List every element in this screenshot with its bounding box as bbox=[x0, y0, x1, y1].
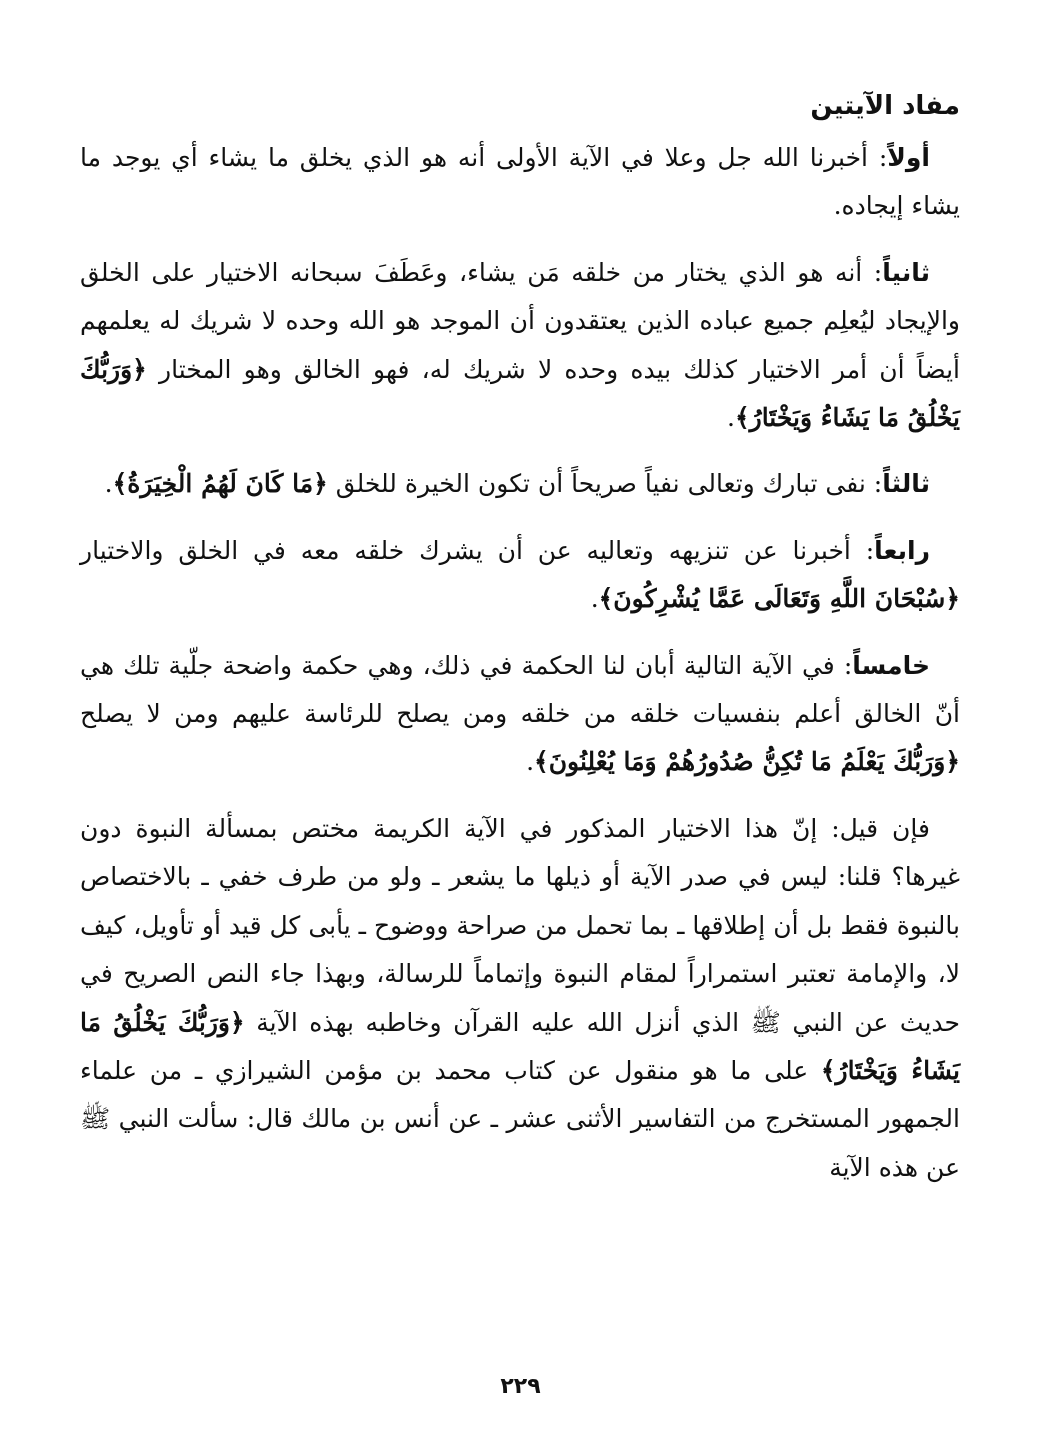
quran-verse: ﴿وَرَبُّكَ يَخْلُقُ مَا يَشَاءُ وَيَخْتَارُ﴾ bbox=[80, 1007, 961, 1085]
paragraph-4 bbox=[80, 527, 960, 624]
page-body bbox=[80, 82, 960, 1210]
page-number: ٢٢٩ bbox=[500, 1374, 541, 1399]
quran-verse: ﴿سُبْحَانَ اللَّهِ وَتَعَالَى عَمَّا يُشْرِكُونَ﴾ bbox=[598, 584, 960, 614]
paragraph-text: . bbox=[727, 403, 735, 433]
paragraph-text: : نفى تبارك وتعالى نفياً صريحاً أن تكون الخيرة للخلق bbox=[327, 469, 883, 499]
section-title: مفاد الآيتين bbox=[810, 91, 960, 121]
paragraph-6 bbox=[80, 805, 960, 1192]
paragraph-5 bbox=[80, 642, 960, 787]
paragraph-1 bbox=[80, 134, 960, 231]
paragraph-text: : أخبرنا عن تنزيهه وتعاليه عن أن يشرك خلقه معه في الخلق والاختيار bbox=[80, 535, 875, 565]
paragraph-text: على ما هو منقول عن كتاب محمد بن مؤمن الشيرازي ـ من علماء الجمهور المستخرج من التفاسير الأثنى عشر ـ عن أنس بن مالك قال: سألت النبي ﷺ عن هذه الآية bbox=[80, 1055, 960, 1182]
paragraph-text: : أنه هو الذي يختار من خلقه مَن يشاء، وعَطَفَ سبحانه الاختيار على الخلق والإيجاد ليُعلِم جميع عباده الذين يعتقدون أن الموجد هو الله وحده لا شريك له يعلمهم أيضاً أن أمر الاختيار كذلك بيده وحده لا شريك له، فهو الخالق وهو المختار bbox=[80, 257, 960, 384]
quran-verse: ﴿وَرَبُّكَ يَعْلَمُ مَا تُكِنُّ صُدُورُهُمْ وَمَا يُعْلِنُونَ﴾ bbox=[534, 747, 960, 777]
paragraph-2 bbox=[80, 249, 960, 443]
paragraph-lead: ثالثاً bbox=[882, 469, 930, 499]
paragraph-lead: ثانياً bbox=[882, 257, 930, 287]
paragraph-lead: أولاً bbox=[887, 143, 930, 172]
paragraph-text: فإن قيل: إنّ هذا الاختيار المذكور في الآية الكريمة مختص بمسألة النبوة دون غيرها؟ قلنا: ليس في صدر الآية أو ذيلها ما يشعر ـ ولو من طرف خفي ـ بالاختصاص بالنبوة فقط بل أن إطلاقها ـ بما تحمل من صراحة ووضوح ـ يأبى كل قيد أو تأويل، كيف لا، والإمامة تعتبر استمراراً لمقام النبوة وإتماماً للرسالة، وبهذا جاء النص الصريح في حديث عن النبي ﷺ الذي أنزل الله عليه القرآن وخاطبه بهذه الآية bbox=[80, 813, 960, 1037]
paragraph-3 bbox=[80, 460, 960, 508]
paragraph-text: . bbox=[526, 747, 535, 777]
paragraph-text: : في الآية التالية أبان لنا الحكمة في ذلك، وهي حكمة واضحة جلّية تلك هي أنّ الخالق أعلم بنفسيات خلقه من خلقه ومن يصلح للرئاسة عليهم ومن لا يصلح bbox=[80, 650, 960, 729]
quran-verse: ﴿وَرَبُّكَ يَخْلُقُ مَا يَشَاءُ وَيَخْتَارُ﴾ bbox=[80, 354, 960, 433]
quran-verse: ﴿مَا كَانَ لَهُمُ الْخِيَرَةُ﴾ bbox=[112, 469, 328, 499]
paragraph-text: . bbox=[590, 584, 599, 614]
paragraph-lead: خامساً bbox=[852, 650, 930, 680]
paragraph-lead: رابعاً bbox=[874, 535, 930, 565]
paragraph-text: . bbox=[104, 469, 113, 499]
paragraph-text: : أخبرنا الله جل وعلا في الآية الأولى أنه هو الذي يخلق ما يشاء أي يوجد ما يشاء إيجاده. bbox=[80, 143, 960, 221]
